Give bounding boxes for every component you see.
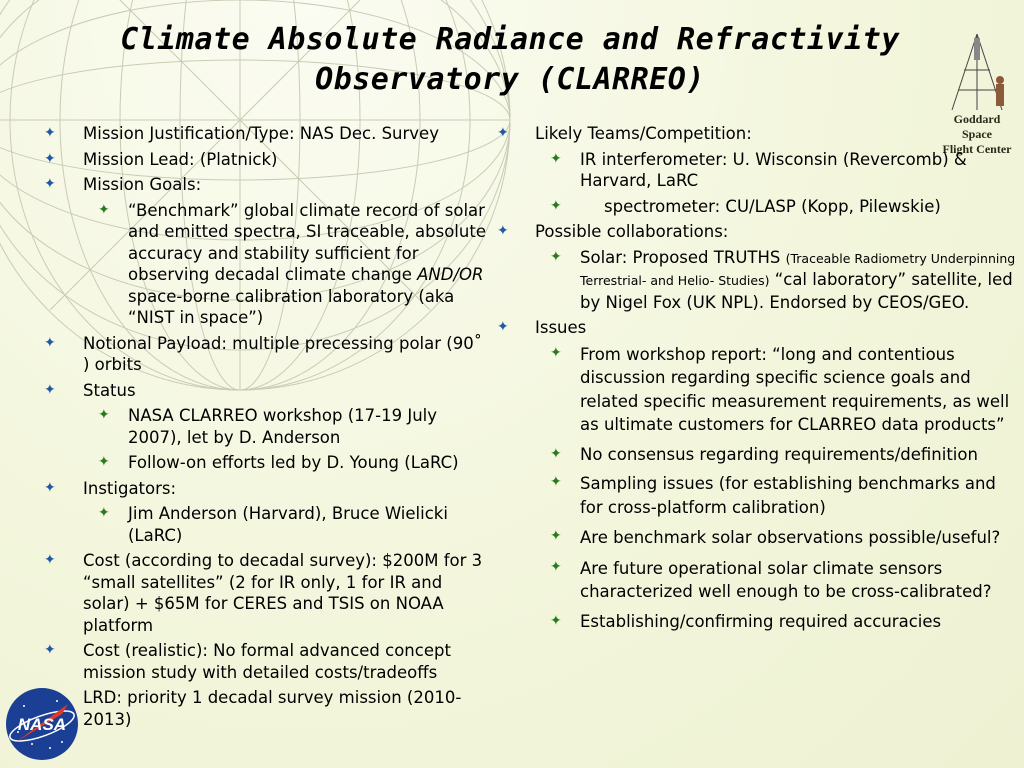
- item-text: Cost (according to decadal survey): $200M for 3 “small satellites” (2 for IR only, 1 for IR and solar) + $65M for CERES and TSIS on NOAA platform: [83, 551, 483, 635]
- sub-list-item: [497, 343, 1017, 437]
- item-text: “cal laboratory” satellite, led by Nigel Fox (UK NPL). Endorsed by CEOS/GEO.: [580, 270, 1013, 312]
- four-point-star-icon: ✦: [98, 505, 110, 521]
- four-point-star-icon: ✦: [550, 248, 562, 265]
- item-text: Establishing/confirming required accuracies: [580, 611, 942, 631]
- item-text-small: (Traceable Radiometry Underpinning Terrestrial- and Helio- Studies): [580, 250, 1016, 288]
- goddard-rocket-icon: [942, 30, 1012, 112]
- list-item: [44, 478, 490, 500]
- four-point-star-icon: ✦: [44, 150, 56, 167]
- title-line-1: Climate Absolute Radiance and Refractivity: [120, 22, 900, 57]
- item-text: No consensus regarding requirements/definition: [580, 444, 978, 464]
- four-point-star-icon: ✦: [44, 125, 56, 141]
- sub-list-item: [497, 557, 1017, 604]
- list-item: [497, 123, 1017, 145]
- item-text: Are future operational solar climate sensors characterized well enough to be cross-calibrated?: [580, 558, 992, 601]
- sub-list-item: [497, 472, 1017, 519]
- list-item: [44, 333, 490, 376]
- four-point-star-icon: ✦: [497, 319, 509, 335]
- four-point-star-icon: ✦: [44, 479, 56, 496]
- four-point-star-icon: ✦: [550, 150, 562, 167]
- item-text: Issues: [535, 318, 587, 337]
- item-text: Mission Lead: (Platnick): [83, 149, 278, 169]
- item-text: Solar: Proposed TRUTHS: [580, 247, 786, 267]
- goddard-line-1: Goddard: [953, 112, 1001, 126]
- four-point-star-icon: ✦: [550, 558, 562, 575]
- four-point-star-icon: ✦: [98, 407, 110, 423]
- four-point-star-icon: ✦: [44, 176, 56, 192]
- right-column: [497, 123, 1017, 639]
- item-text: Sampling issues (for establishing benchmarks and for cross-platform calibration): [580, 474, 996, 517]
- item-text: spectrometer: CU/LASP (Kopp, Pilewskie): [604, 196, 941, 216]
- item-text: Follow-on efforts led by D. Young (LaRC): [128, 453, 459, 472]
- item-text: Are benchmark solar observations possible/useful?: [580, 528, 1001, 547]
- four-point-star-icon: ✦: [497, 125, 509, 141]
- sub-list-item: [497, 444, 1017, 466]
- left-column: [44, 123, 490, 734]
- sub-list-item: [497, 611, 1017, 633]
- four-point-star-icon: ✦: [550, 474, 562, 490]
- list-item: [44, 380, 490, 402]
- item-text: space-borne calibration laboratory (aka “NIST in space”): [128, 286, 455, 327]
- list-item: [44, 687, 490, 730]
- four-point-star-icon: ✦: [98, 201, 110, 218]
- item-text: LRD: priority 1 decadal survey mission (2010-2013): [83, 688, 462, 729]
- item-text: IR interferometer: U. Wisconsin (Revercomb) & Harvard, LaRC: [580, 149, 967, 190]
- sub-list-item: [497, 247, 1017, 314]
- item-text: “Benchmark” global climate record of solar and emitted spectra, SI traceable, absolute accuracy and stability sufficient for observing decadal climate change: [128, 200, 486, 284]
- nasa-logotype: NASA: [17, 715, 67, 734]
- four-point-star-icon: ✦: [44, 334, 56, 351]
- list-item: [44, 550, 490, 636]
- item-text: Mission Goals:: [83, 175, 202, 194]
- sub-list-item: [497, 149, 1017, 192]
- four-point-star-icon: ✦: [550, 612, 562, 629]
- four-point-star-icon: ✦: [550, 528, 562, 544]
- goddard-line-3: Flight Center: [942, 142, 1012, 156]
- four-point-star-icon: ✦: [550, 197, 562, 214]
- item-text: Jim Anderson (Harvard), Bruce Wielicki (LaRC): [128, 504, 448, 545]
- list-item: [44, 149, 490, 171]
- item-text: Instigators:: [83, 478, 177, 498]
- sub-list-item: [44, 405, 490, 448]
- four-point-star-icon: ✦: [497, 223, 509, 239]
- item-text: Likely Teams/Competition:: [535, 124, 752, 143]
- goddard-line-2: Space: [962, 127, 992, 141]
- slide-title: [100, 20, 920, 100]
- item-text: NASA CLARREO workshop (17-19 July 2007), let by D. Anderson: [128, 406, 438, 447]
- item-text-emphasis: AND/OR: [417, 265, 484, 284]
- four-point-star-icon: ✦: [44, 381, 56, 398]
- item-text: Cost (realistic): No formal advanced concept mission study with detailed costs/tradeoffs: [83, 641, 451, 682]
- four-point-star-icon: ✦: [98, 454, 110, 470]
- list-item: [497, 317, 1017, 339]
- four-point-star-icon: ✦: [44, 642, 56, 658]
- item-text: Mission Justification/Type: NAS Dec. Survey: [83, 124, 439, 143]
- nasa-meatball-icon: [2, 684, 82, 764]
- sub-list-item: [44, 503, 490, 546]
- four-point-star-icon: ✦: [44, 552, 56, 568]
- item-text: From workshop report: “long and contentious discussion regarding specific science goals and related specific measurement requirements, as well as ultimate customers for CLARREO data products”: [580, 344, 1010, 434]
- title-line-2: Observatory (CLARREO): [315, 62, 705, 97]
- item-text: Possible collaborations:: [535, 222, 729, 241]
- sub-list-item: [44, 452, 490, 474]
- list-item: [44, 640, 490, 683]
- item-text: Status: [83, 380, 136, 400]
- item-text: Notional Payload: multiple precessing polar (90˚ ) orbits: [83, 333, 482, 374]
- sub-list-item: [44, 200, 490, 329]
- sub-list-item: [497, 526, 1017, 550]
- list-item: [44, 123, 490, 145]
- sub-list-item: [497, 196, 1017, 218]
- list-item: [497, 221, 1017, 243]
- list-item: [44, 174, 490, 196]
- four-point-star-icon: ✦: [550, 344, 562, 361]
- four-point-star-icon: ✦: [550, 445, 562, 462]
